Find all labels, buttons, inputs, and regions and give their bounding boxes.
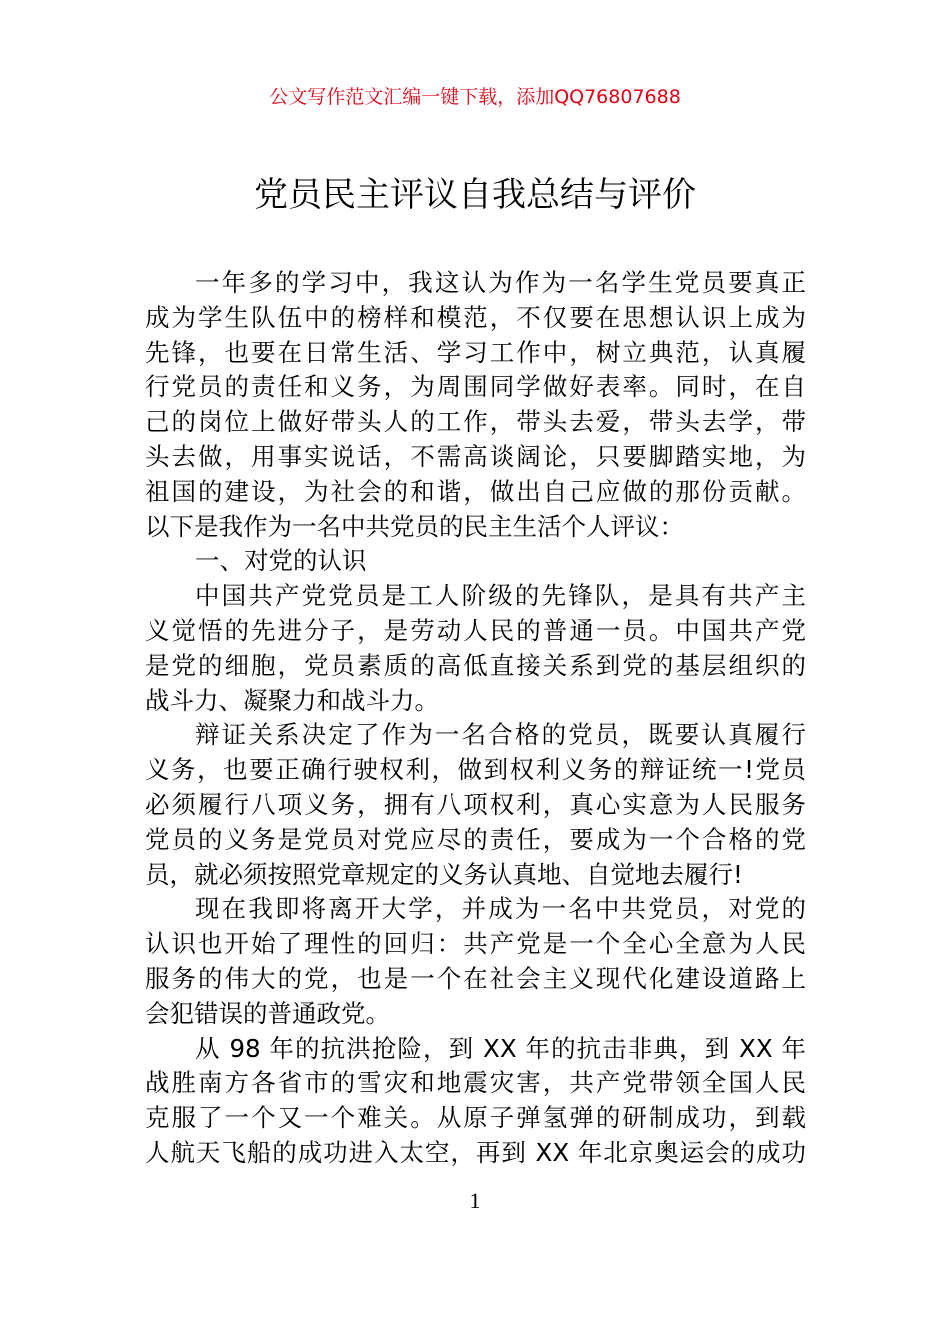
text-line: 是党的细胞，党员素质的高低直接关系到党的基层组织的 (145, 650, 806, 680)
paragraph (145, 1032, 806, 1171)
text-line: 行党员的责任和义务，为周围同学做好表率。同时，在自 (145, 372, 806, 402)
text-line: 现在我即将离开大学，并成为一名中共党员，对党的 (195, 894, 806, 924)
paragraph (145, 579, 806, 718)
text-line: 辩证关系决定了作为一名合格的党员，既要认真履行 (195, 720, 806, 750)
text-line: 己的岗位上做好带头人的工作，带头去爱，带头去学，带 (145, 407, 806, 437)
text-line: 会犯错误的普通政党。 (145, 998, 390, 1028)
text-line: 以下是我作为一名中共党员的民主生活个人评议： (145, 511, 684, 541)
text-line: 必须履行八项义务，拥有八项权利，真心实意为人民服务 (145, 789, 806, 819)
paragraph (145, 266, 806, 544)
text-line: 一年多的学习中，我这认为作为一名学生党员要真正 (195, 268, 806, 297)
text-line: 成为学生队伍中的榜样和模范，不仅要在思想认识上成为 (145, 302, 806, 332)
paragraph (145, 544, 806, 579)
document-body (145, 266, 806, 1171)
text-line: 战胜南方各省市的雪灾和地震灾害，共产党带领全国人民 (145, 1068, 806, 1098)
text-line: 头去做，用事实说话，不需高谈阔论，只要脚踏实地，为 (145, 441, 806, 471)
text-line: 克服了一个又一个难关。从原子弹氢弹的研制成功，到载 (145, 1103, 806, 1133)
text-line: 认识也开始了理性的回归：共产党是一个全心全意为人民 (145, 929, 806, 959)
text-line: 义觉悟的先进分子，是劳动人民的普通一员。中国共产党 (145, 615, 806, 645)
page-number: 1 (469, 1188, 481, 1213)
text-line: 战斗力、凝聚力和战斗力。 (145, 685, 439, 715)
paragraph (145, 892, 806, 1031)
text-line: 义务，也要正确行驶权利，做到权利义务的辩证统一!党员 (145, 755, 806, 785)
text-line: 服务的伟大的党，也是一个在社会主义现代化建设道路上 (145, 963, 806, 993)
text-line: 人航天飞船的成功进入太空，再到 XX 年北京奥运会的成功 (145, 1137, 806, 1167)
text-line: 党员的义务是党员对党应尽的责任，要成为一个合格的党 (145, 824, 806, 854)
download-banner: 公文写作范文汇编一键下载，添加QQ76807688 (269, 86, 681, 108)
document-title: 党员民主评议自我总结与评价 (254, 175, 696, 215)
paragraph (145, 718, 806, 892)
text-line: 祖国的建设，为社会的和谐，做出自己应做的那份贡献。 (145, 476, 806, 506)
text-line: 从 98 年的抗洪抢险，到 XX 年的抗击非典，到 XX 年 (195, 1033, 806, 1063)
text-line: 先锋，也要在日常生活、学习工作中，树立典范，认真履 (145, 337, 806, 367)
text-line: 员，就必须按照党章规定的义务认真地、自觉地去履行! (145, 859, 743, 889)
text-line: 中国共产党党员是工人阶级的先锋队，是具有共产主 (195, 581, 806, 611)
text-line: 一、对党的认识 (195, 546, 367, 576)
